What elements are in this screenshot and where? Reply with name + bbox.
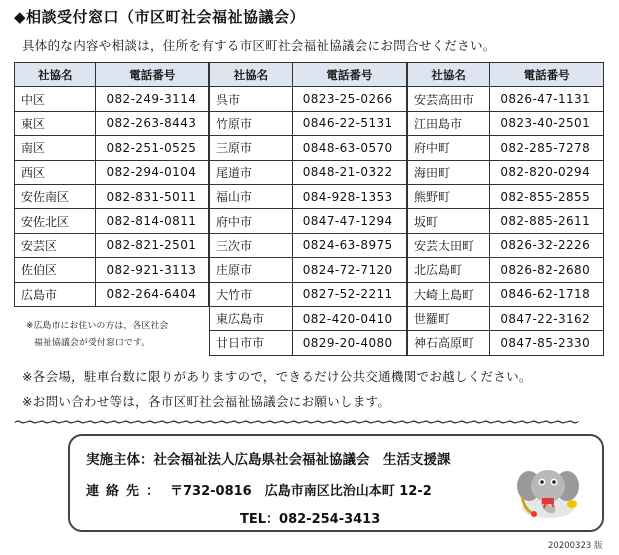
table-row [408,209,604,233]
table-row [408,111,604,135]
council-name: 三次市 [210,233,293,257]
table-row [408,184,604,208]
hiroshima-city-note-line-2: 福祉協議会が受付窓口です。 [34,338,151,348]
council-name: 東区 [15,111,96,135]
table-row [15,87,209,111]
phone-number: 0847-85-2330 [490,331,604,355]
council-name: 竹原市 [210,111,293,135]
table-row [210,160,407,184]
council-name: 三原市 [210,136,293,160]
table-row [408,87,604,111]
council-name: 広島市 [15,282,96,306]
phone-number: 0826-47-1131 [490,87,604,111]
contact-table-1 [14,62,209,307]
phone-number: 084-928-1353 [292,184,406,208]
table-row [15,233,209,257]
contact-label: 連絡先： [86,484,167,499]
table-row [210,209,407,233]
council-name: 神石高原町 [408,331,490,355]
table-row [15,160,209,184]
table-row [408,331,604,355]
table-row [210,136,407,160]
phone-number: 082-285-7278 [490,136,604,160]
phone-number: 082-820-0294 [490,160,604,184]
phone-number: 082-249-3114 [96,87,209,111]
phone-number: 0824-63-8975 [292,233,406,257]
intro-text: 具体的な内容や相談は，住所を有する市区町社会福祉協議会にお問合せください。 [22,38,496,53]
header-name: 社協名 [210,63,293,87]
council-name: 佐伯区 [15,258,96,282]
contact-table-3 [407,62,604,356]
phone-number: 0823-25-0266 [292,87,406,111]
phone-number: 082-251-0525 [96,136,209,160]
council-name: 庄原市 [210,258,293,282]
table-row [15,209,209,233]
council-name: 大崎上島町 [408,282,490,306]
council-name: 廿日市市 [210,331,293,355]
council-name: 府中町 [408,136,490,160]
phone-number: 0827-52-2211 [292,282,406,306]
table-row [15,282,209,306]
table-row [408,160,604,184]
contact-table-2 [209,62,407,356]
council-name: 安芸高田市 [408,87,490,111]
table-header-row [210,63,407,87]
council-name: 安佐北区 [15,209,96,233]
table-row [408,233,604,257]
phone-number: 082-814-0811 [96,209,209,233]
council-name: 安芸区 [15,233,96,257]
hiroshima-city-note-line-1: ※広島市にお住いの方は，各区社会 [26,321,169,331]
council-name: 安芸太田町 [408,233,490,257]
phone-number: 0848-63-0570 [292,136,406,160]
table-row [15,136,209,160]
header-phone: 電話番号 [96,63,209,87]
phone-number: 0848-21-0322 [292,160,406,184]
phone-number: 0823-40-2501 [490,111,604,135]
phone-number: 0847-47-1294 [292,209,406,233]
table-row [408,136,604,160]
elephant-mascot-icon [512,460,584,522]
phone-number: 0846-22-5131 [292,111,406,135]
contact-address: 〒732-0816 広島市南区比治山本町 12-2 [170,484,432,499]
header-name: 社協名 [15,63,96,87]
council-name: 安佐南区 [15,184,96,208]
phone-number: 0826-32-2226 [490,233,604,257]
council-name: 中区 [15,87,96,111]
phone-number: 0846-62-1718 [490,282,604,306]
council-name: 尾道市 [210,160,293,184]
phone-number: 082-821-2501 [96,233,209,257]
phone-number: 082-263-8443 [96,111,209,135]
header-phone: 電話番号 [490,63,604,87]
council-name: 江田島市 [408,111,490,135]
table-row [210,282,407,306]
table-row [15,184,209,208]
phone-number: 0824-72-7120 [292,258,406,282]
header-name: 社協名 [408,63,490,87]
phone-number: 082-264-6404 [96,282,209,306]
parking-note: ※各会場，駐車台数に限りがありますので，できるだけ公共交通機関でお越しください。 [22,369,532,384]
contact-line [86,480,432,499]
table-header-row [15,63,209,87]
council-name: 北広島町 [408,258,490,282]
inquiry-note: ※お問い合わせ等は，各市区町社会福祉協議会にお願いします。 [22,394,391,409]
phone-number: 082-855-2855 [490,184,604,208]
council-name: 西区 [15,160,96,184]
table-row [408,306,604,330]
table-row [15,111,209,135]
header-phone: 電話番号 [292,63,406,87]
council-name: 世羅町 [408,306,490,330]
council-name: 東広島市 [210,306,293,330]
wave-divider: 〜〜〜〜〜〜〜〜〜〜〜〜〜〜〜〜〜〜〜〜〜〜〜〜〜〜〜〜〜〜〜〜〜〜〜〜〜〜〜〜〜〜〜〜〜〜〜 [14,416,579,431]
table-row [210,184,407,208]
page-title: ◆相談受付窓口（市区町社会福祉協議会） [14,8,306,26]
table-header-row [408,63,604,87]
phone-number: 0829-20-4080 [292,331,406,355]
phone-number: 082-831-5011 [96,184,209,208]
table-row [408,282,604,306]
table-row [210,331,407,355]
phone-number: 0826-82-2680 [490,258,604,282]
council-name: 大竹市 [210,282,293,306]
phone-number: 082-885-2611 [490,209,604,233]
table-row [408,258,604,282]
table-row [210,258,407,282]
phone-number: 082-420-0410 [292,306,406,330]
table-row [15,258,209,282]
tel-line: TEL：082-254-3413 [240,512,381,527]
council-name: 坂町 [408,209,490,233]
phone-number: 0847-22-3162 [490,306,604,330]
version-date: 20200323 版 [548,541,603,551]
hiroshima-city-note [26,318,169,352]
organizer-text: 実施主体：社会福祉法人広島県社会福祉協議会 生活支援課 [86,452,451,468]
table-row [210,306,407,330]
council-name: 府中市 [210,209,293,233]
table-row [210,233,407,257]
council-name: 福山市 [210,184,293,208]
council-name: 南区 [15,136,96,160]
phone-number: 082-921-3113 [96,258,209,282]
table-row [210,87,407,111]
council-name: 呉市 [210,87,293,111]
council-name: 海田町 [408,160,490,184]
council-name: 熊野町 [408,184,490,208]
phone-number: 082-294-0104 [96,160,209,184]
table-row [210,111,407,135]
